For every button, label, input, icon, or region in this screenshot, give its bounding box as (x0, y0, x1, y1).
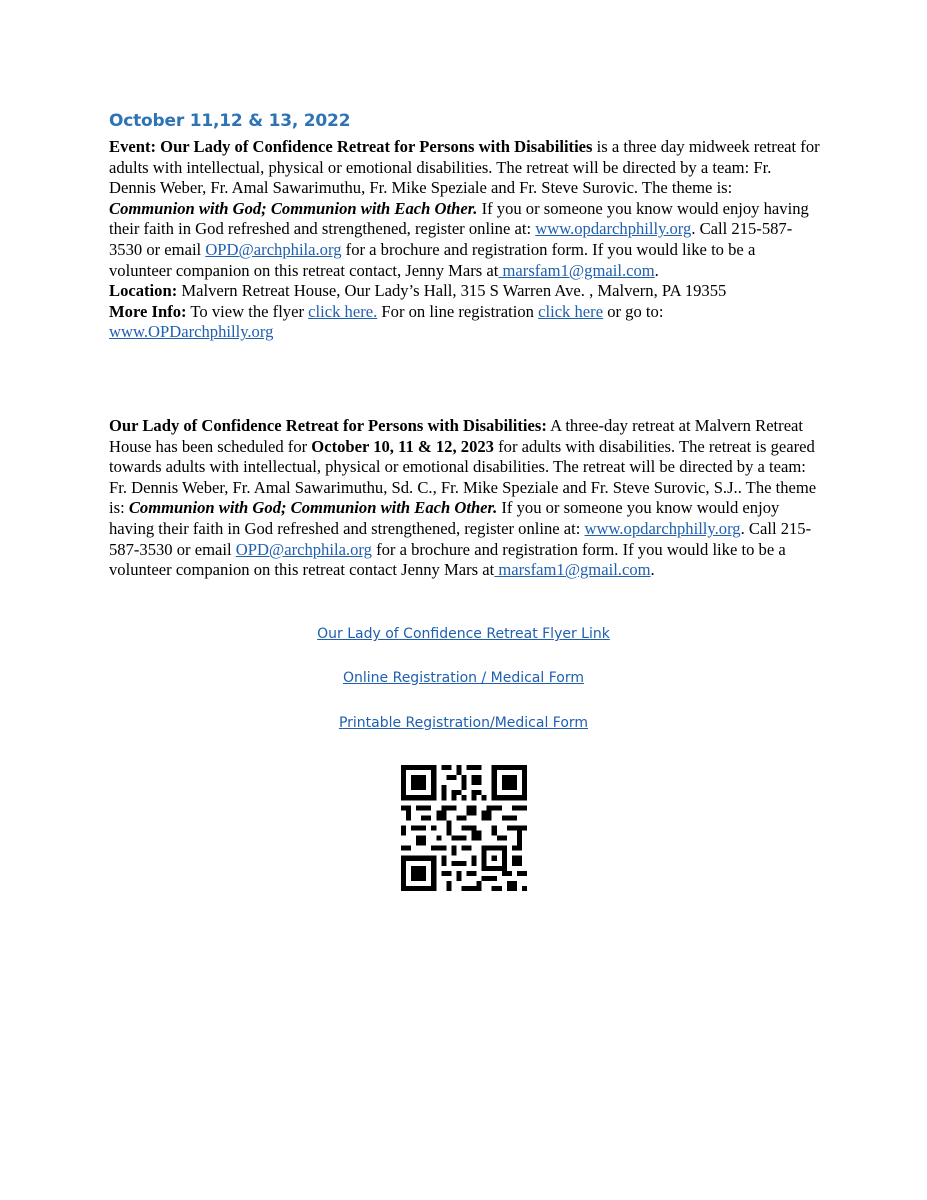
printable-registration-link[interactable]: Printable Registration/Medical Form (338, 715, 589, 731)
more-info-text: or go to: (603, 301, 664, 321)
online-registration-link[interactable]: Online Registration / Medical Form (342, 670, 584, 686)
section2-website-link[interactable]: www.opdarchphilly.org (584, 518, 741, 538)
event-paragraph-2022 (109, 137, 821, 343)
registration-link[interactable]: click here (538, 301, 604, 321)
flyer-link-row (0, 626, 927, 642)
event-text: is a three day midweek retreat for adults with intellectual, physical or emotional disabilities. The retreat will be directed by a team: Fr. Dennis Weber, Fr. Amal Sawarimuthu, Fr. Mike Speziale and Fr. Steve Surovic. The theme is: (109, 137, 820, 198)
website-link-2[interactable]: www.OPDarchphilly.org (109, 322, 274, 342)
section2-email-link[interactable]: OPD@archphila.org (235, 539, 372, 559)
section2-text: . Call 215-587-3530 or email (109, 518, 812, 559)
website-link[interactable]: www.opdarchphilly.org (535, 219, 692, 239)
companion-email-link[interactable]: marsfam1@gmail.com (498, 260, 655, 280)
email-link[interactable]: OPD@archphila.org (205, 239, 342, 259)
more-info-text: To view the flyer (186, 301, 309, 321)
section2-text: for adults with disabilities. The retreat is geared towards adults with intellectual, physical or emotional disabilities. The retreat will be directed by a team: Fr. Dennis Weber, Fr. Amal Sawarimuthu, Sd. C., Fr. Mike Speziale and Fr. Steve Surovic, S.J.. The theme is: (109, 436, 817, 518)
flyer-link[interactable]: click here. (308, 301, 378, 321)
retreat-flyer-link[interactable]: Our Lady of Confidence Retreat Flyer Link (317, 626, 610, 642)
more-info-label: More Info: (109, 301, 187, 321)
date-heading: October 11,12 & 13, 2022 (109, 111, 351, 131)
event-title: Our Lady of Confidence Retreat for Persons with Disabilities (160, 137, 593, 156)
qr-code-icon[interactable] (401, 765, 527, 891)
event-paragraph-2023 (109, 416, 821, 581)
section2-text: for a brochure and registration form. If you would like to be a volunteer companion on this retreat contact Jenny Mars at (109, 539, 786, 580)
location-line (109, 281, 821, 302)
event-description-2023 (109, 416, 821, 581)
section2-theme: Communion with God; Communion with Each Other. (128, 498, 498, 518)
event-label: Event: (109, 137, 161, 156)
section2-title: Our Lady of Confidence Retreat for Persons with Disabilities: (109, 416, 547, 435)
event-text: If you or someone you know would enjoy having their faith in God refreshed and strengthened, register online at: (109, 198, 809, 239)
online-registration-row (0, 670, 927, 686)
theme-text: Communion with God; Communion with Each Other. (109, 198, 478, 218)
event-description (109, 137, 821, 281)
event-text: for a brochure and registration form. If you would like to be a volunteer companion on this retreat contact, Jenny Mars at (109, 239, 756, 280)
section2-text: If you or someone you know would enjoy having their faith in God refreshed and strengthened, register online at: (109, 498, 780, 538)
event-text: . (654, 260, 659, 280)
event-text: . Call 215-587-3530 or email (109, 219, 793, 259)
location-label: Location: (109, 281, 178, 301)
section2-dates: October 10, 11 & 12, 2023 (311, 436, 494, 456)
section2-text: A three-day retreat at Malvern Retreat House has been scheduled for (109, 416, 804, 456)
section2-companion-email-link[interactable]: marsfam1@gmail.com (494, 560, 651, 580)
location-text: Malvern Retreat House, Our Lady’s Hall, 315 S Warren Ave. , Malvern, PA 19355 (177, 281, 727, 301)
more-info-line (109, 302, 821, 343)
section2-text: . (650, 560, 655, 580)
printable-registration-row (0, 715, 927, 731)
more-info-text: For on line registration (377, 301, 539, 321)
